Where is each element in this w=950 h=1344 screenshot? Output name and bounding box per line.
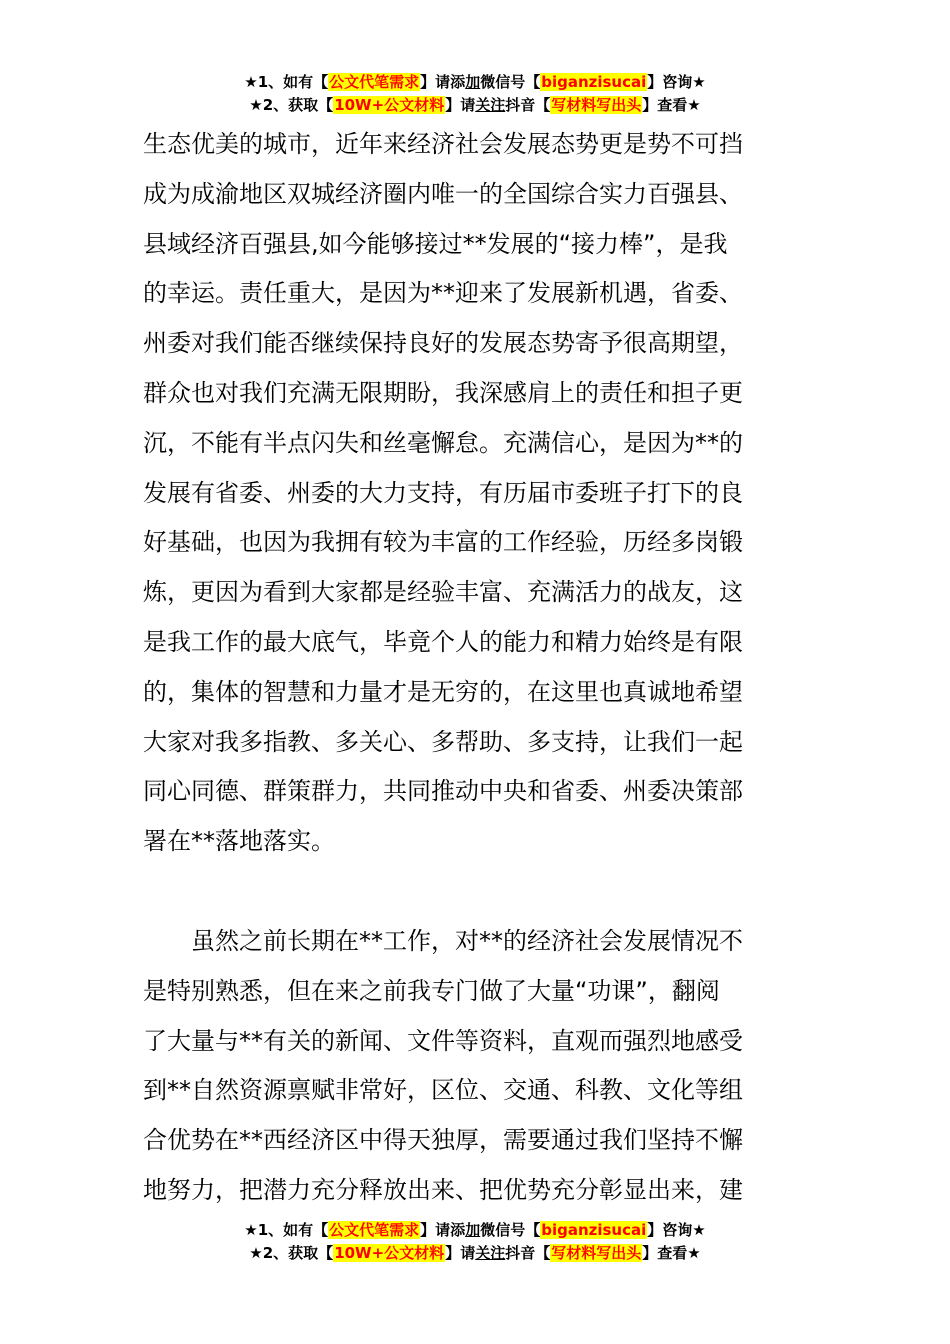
text-line: 的幸运。责任重大，是因为**迎来了发展新机遇，省委、 bbox=[143, 279, 743, 308]
header-line-2-text: 】请 bbox=[445, 96, 476, 114]
text-line: 是我工作的最大底气，毕竟个人的能力和精力始终是有限 bbox=[143, 627, 743, 656]
footer-highlight-douyin-account: 写材料写出头 bbox=[551, 1244, 642, 1262]
header-line-2-underlined: 关注 bbox=[475, 96, 506, 114]
footer-line-1-text: 】请添 bbox=[420, 1221, 466, 1239]
header-line-2-text-2: 抖音【 bbox=[505, 96, 551, 114]
header-highlight-service: 公文代笔需求 bbox=[329, 73, 420, 91]
footer-line-1-suffix: 】咨询★ bbox=[647, 1221, 706, 1239]
footer-line-1-underlined: 加 bbox=[465, 1221, 481, 1239]
header-line-2-prefix: ★2、获取【 bbox=[249, 96, 334, 114]
footer-line-2-text: 】请 bbox=[445, 1244, 476, 1262]
body-paragraph-2 bbox=[143, 917, 808, 1216]
footer-line-2-prefix: ★2、获取【 bbox=[249, 1244, 334, 1262]
header-line-1-underlined: 加 bbox=[465, 73, 481, 91]
footer-highlight-wechat-id: biganzisucai bbox=[541, 1221, 647, 1239]
text-line: 群众也对我们充满无限期盼，我深感肩上的责任和担子更 bbox=[143, 378, 743, 407]
header-line-2 bbox=[0, 94, 950, 117]
header-highlight-douyin-account: 写材料写出头 bbox=[551, 96, 642, 114]
header-line-1 bbox=[0, 71, 950, 94]
header-line-1-text: 】请添 bbox=[420, 73, 466, 91]
header-line-1-prefix: ★1、如有【 bbox=[244, 73, 329, 91]
header-highlight-wechat-id: biganzisucai bbox=[541, 73, 647, 91]
footer-banner bbox=[0, 1219, 950, 1265]
text-line: 县域经济百强县,如今能够接过**发展的“接力棒”，是我 bbox=[143, 229, 728, 258]
text-line: 虽然之前长期在**工作，对**的经济社会发展情况不 bbox=[143, 927, 743, 955]
text-line: 是特别熟悉，但在来之前我专门做了大量“功课”，翻阅 bbox=[143, 976, 720, 1005]
footer-highlight-service: 公文代笔需求 bbox=[329, 1221, 420, 1239]
header-line-2-suffix: 】查看★ bbox=[642, 96, 701, 114]
body-paragraph-1 bbox=[143, 120, 808, 867]
text-line: 发展有省委、州委的大力支持，有历届市委班子打下的良 bbox=[143, 478, 743, 507]
header-banner bbox=[0, 71, 950, 117]
text-line: 州委对我们能否继续保持良好的发展态势寄予很高期望， bbox=[143, 329, 743, 358]
text-line: 炼，更因为看到大家都是经验丰富、充满活力的战友，这 bbox=[143, 578, 743, 607]
header-highlight-materials: 10W+公文材料 bbox=[334, 96, 445, 114]
text-line: 大家对我多指教、多关心、多帮助、多支持，让我们一起 bbox=[143, 727, 743, 756]
text-line: 了大量与**有关的新闻、文件等资料，直观而强烈地感受 bbox=[143, 1026, 743, 1055]
text-line: 沉，不能有半点闪失和丝毫懈怠。充满信心，是因为**的 bbox=[143, 428, 743, 457]
text-line: 署在**落地落实。 bbox=[143, 827, 335, 856]
footer-line-2-underlined: 关注 bbox=[475, 1244, 506, 1262]
text-line: 同心同德、群策群力，共同推动中央和省委、州委决策部 bbox=[143, 777, 743, 806]
header-line-1-text-2: 微信号【 bbox=[480, 73, 541, 91]
text-line: 成为成渝地区双城经济圈内唯一的全国综合实力百强县、 bbox=[143, 179, 743, 208]
text-line: 合优势在**西经济区中得天独厚，需要通过我们坚持不懈 bbox=[143, 1126, 743, 1155]
text-line: 到**自然资源禀赋非常好，区位、交通、科教、文化等组 bbox=[143, 1076, 743, 1105]
footer-line-2 bbox=[0, 1242, 950, 1265]
footer-line-2-text-2: 抖音【 bbox=[505, 1244, 551, 1262]
footer-line-1-text-2: 微信号【 bbox=[480, 1221, 541, 1239]
text-line: 的，集体的智慧和力量才是无穷的，在这里也真诚地希望 bbox=[143, 677, 743, 706]
footer-line-1 bbox=[0, 1219, 950, 1242]
text-line: 地努力，把潜力充分释放出来、把优势充分彰显出来，建 bbox=[143, 1175, 743, 1204]
footer-highlight-materials: 10W+公文材料 bbox=[334, 1244, 445, 1262]
text-line: 好基础，也因为我拥有较为丰富的工作经验，历经多岗锻 bbox=[143, 528, 743, 557]
header-line-1-suffix: 】咨询★ bbox=[647, 73, 706, 91]
footer-line-2-suffix: 】查看★ bbox=[642, 1244, 701, 1262]
text-line: 生态优美的城市，近年来经济社会发展态势更是势不可挡 bbox=[143, 130, 743, 158]
footer-line-1-prefix: ★1、如有【 bbox=[244, 1221, 329, 1239]
